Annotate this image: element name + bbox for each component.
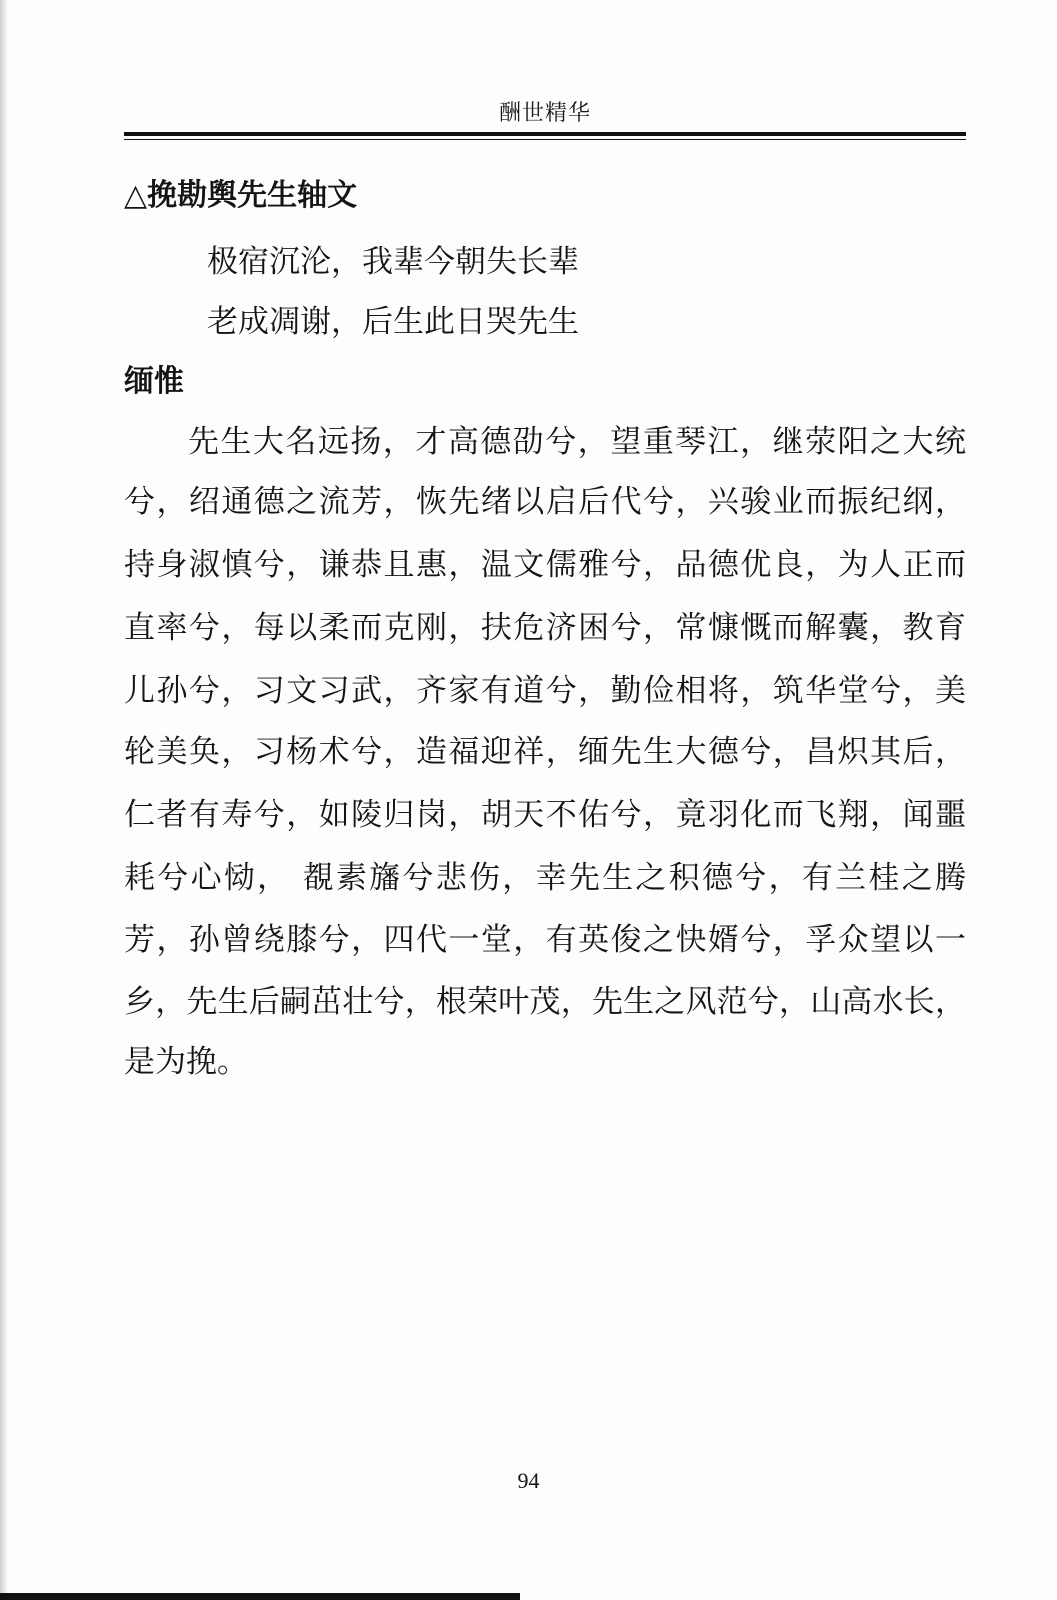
header-rule-thin xyxy=(124,139,966,140)
scan-edge-bar xyxy=(0,1593,520,1600)
body-line: 兮，绍通德之流芳，恢先绪以启后代兮，兴骏业而振纪纲， xyxy=(124,484,966,520)
header-rule-thick xyxy=(124,132,966,136)
section-title: △挽勘舆先生轴文 xyxy=(124,178,358,213)
body-line: 芳，孙曾绕膝兮，四代一堂，有英俊之快婿兮，孚众望以一 xyxy=(124,922,966,958)
body-line: 持身淑慎兮，谦恭且惠，温文儒雅兮，品德优良，为人正而 xyxy=(124,547,966,583)
body-line: 先生大名远扬，才高德劭兮，望重琴江，继荥阳之大统 xyxy=(188,424,966,460)
body-line: 是为挽。 xyxy=(124,1044,248,1080)
running-header: 酬世精华 xyxy=(498,101,591,126)
body-line: 耗兮心恸， 覩素旛兮悲伤，幸先生之积德兮，有兰桂之腾 xyxy=(124,860,966,896)
salutation-heading: 缅惟 xyxy=(124,364,184,399)
body-line: 儿孙兮，习文习武，齐家有道兮，勤俭相将，筑华堂兮，美 xyxy=(124,673,966,709)
body-line: 仁者有寿兮，如陵归岗，胡天不佑兮，竟羽化而飞翔，闻噩 xyxy=(124,797,966,833)
couplet-line-2: 老成凋谢，后生此日哭先生 xyxy=(207,304,579,340)
body-line: 直率兮，每以柔而克刚，扶危济困兮，常慷慨而解囊，教育 xyxy=(124,610,966,646)
page-edge-shadow xyxy=(0,0,8,1600)
body-line: 轮美奂，习杨术兮，造福迎祥，缅先生大德兮，昌炽其后， xyxy=(124,734,966,770)
body-line: 乡，先生后嗣茁壮兮，根荣叶茂，先生之风范兮，山高水长， xyxy=(124,984,966,1020)
page-number: 94 xyxy=(517,1468,540,1493)
couplet-line-1: 极宿沉沦，我辈今朝失长辈 xyxy=(207,244,579,280)
